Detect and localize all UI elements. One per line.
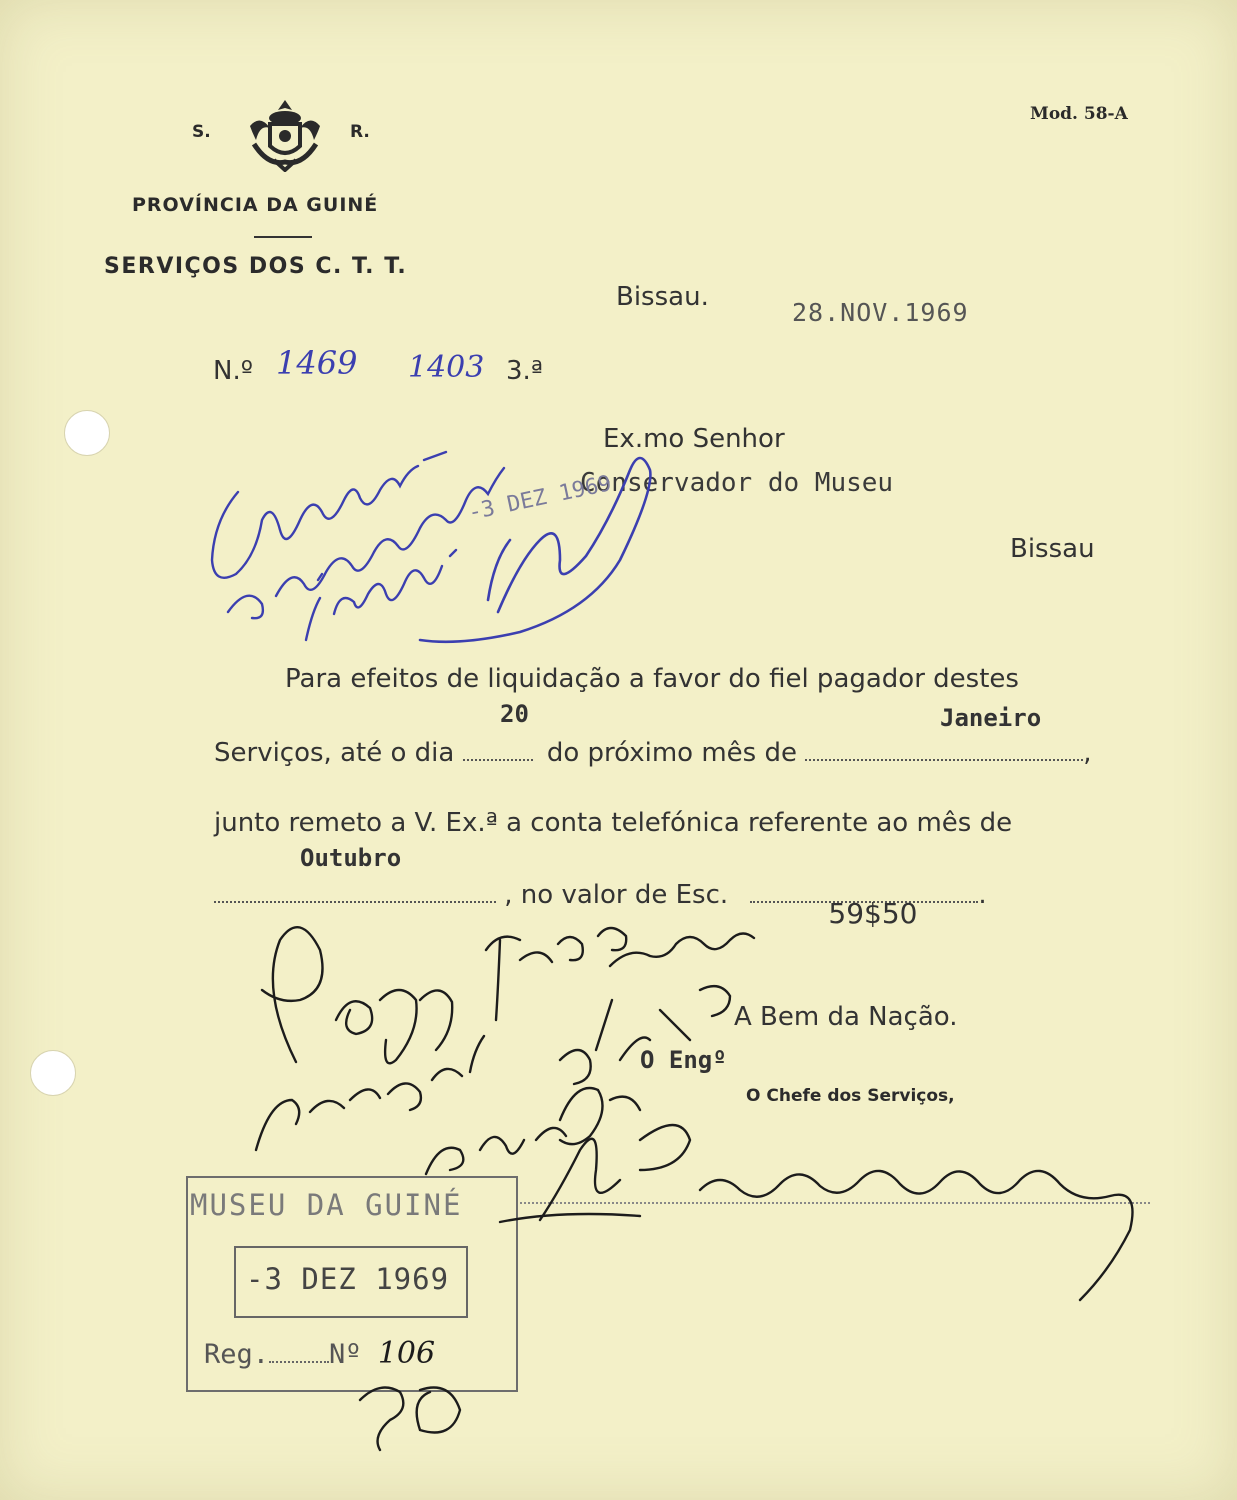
closing-role: O Chefe dos Serviços, <box>746 1086 955 1106</box>
chief-signature <box>500 1125 1133 1300</box>
stamp-reg-number: 106 <box>377 1336 436 1371</box>
month-value: Janeiro <box>940 704 1042 732</box>
date-stamp: 28.NOV.1969 <box>792 298 969 327</box>
reference-number-part2: 1403 <box>408 350 485 385</box>
body-line-2-middle: do próximo mês de <box>546 738 797 768</box>
letterhead-initial-s: S. <box>192 122 211 142</box>
body-line-1: Para efeitos de liquidação a favor do fiel pagador destes <box>285 664 1019 694</box>
day-value: 20 <box>500 700 529 728</box>
stamp-date: -3 DEZ 1969 <box>246 1262 450 1296</box>
stamp-reg-prefix: Reg. <box>204 1339 270 1370</box>
body-line-4-text: , no valor de Esc. <box>504 880 729 910</box>
recipient-salutation: Ex.mo Senhor <box>603 424 785 454</box>
letterhead-initial-r: R. <box>350 122 370 142</box>
blue-date-stamp: -3 DEZ 1969 <box>466 471 614 526</box>
recipient-title: Conservador do Museu <box>580 468 894 498</box>
recipient-city: Bissau <box>1010 534 1095 564</box>
letterhead-service: SERVIÇOS DOS C. T. T. <box>104 254 408 279</box>
body-line-4-end: . <box>978 880 987 910</box>
body-line-3: junto remeto a V. Ex.ª a conta telefónica referente ao mês de <box>214 808 1013 838</box>
stamp-handwritten-number <box>360 1388 460 1451</box>
reference-section: 3.ª <box>506 356 544 386</box>
closing-motto: A Bem da Nação. <box>734 1002 958 1032</box>
amount-value: 59$50 <box>828 897 918 930</box>
reference-prefix: N.º <box>213 356 253 386</box>
body-line-2-start: Serviços, até o dia <box>214 738 455 768</box>
black-handwritten-note <box>256 927 754 1174</box>
closing-engineer: O Engº <box>640 1046 727 1074</box>
reference-number-part1: 1469 <box>276 344 358 382</box>
body-line-2-end: , <box>1083 738 1092 768</box>
stamp-reg-no-label: Nº <box>329 1339 362 1370</box>
stamp-title: MUSEU DA GUINÉ <box>190 1188 463 1222</box>
reference-month-value: Outubro <box>300 844 402 872</box>
place-name: Bissau. <box>616 282 709 312</box>
form-model: Mod. 58-A <box>1030 104 1128 124</box>
letterhead-province: PROVÍNCIA DA GUINÉ <box>132 194 379 216</box>
blue-handwritten-note <box>212 452 504 640</box>
